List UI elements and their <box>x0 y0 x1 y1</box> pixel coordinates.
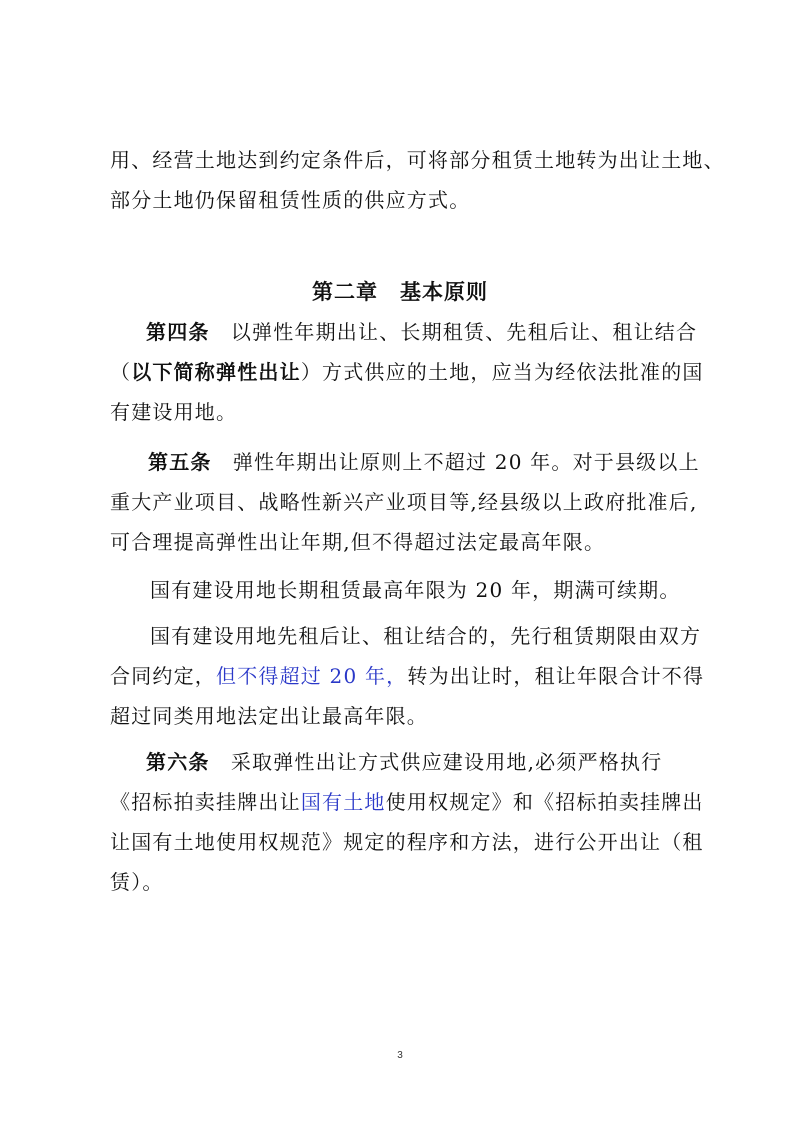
article-6-label: 第六条 <box>146 750 210 774</box>
chapter-title: 第二章 基本原则 <box>312 280 488 304</box>
transfer-line-3: 超过同类用地法定出让最高年限。 <box>110 704 428 728</box>
article-4-line-3: 有建设用地。 <box>110 400 238 424</box>
article-4-line-2-text: ）方式供应的土地，应当为经依法批准的国 <box>300 360 704 384</box>
article-4-text: 以弹性年期出让、长期租赁、先租后让、租让结合 <box>230 320 698 344</box>
article-4-line-1 <box>110 312 702 352</box>
intro-line-1: 用、经营土地达到约定条件后，可将部分租赁土地转为出让土地、 <box>110 148 725 172</box>
transfer-line-2-b: 转为出让时，租让年限合计不得 <box>407 664 705 688</box>
article-6 <box>110 742 702 902</box>
article-5-line-1 <box>110 442 702 482</box>
intro-line-2: 部分土地仍保留租赁性质的供应方式。 <box>110 188 471 212</box>
article-6-line-2 <box>110 782 702 822</box>
lease-line: 国有建设用地长期租赁最高年限为 20 年，期满可续期。 <box>150 578 681 602</box>
transfer-highlight: 但不得超过 20 年， <box>216 664 408 688</box>
article-4-open-paren: （ <box>110 360 132 384</box>
article-6-highlight: 国有土地 <box>300 790 386 814</box>
transfer-line-2 <box>110 656 705 696</box>
article-6-line-2-b: 使用权规定》和《招标拍卖挂牌出 <box>385 790 704 814</box>
page-number: 3 <box>397 1050 403 1061</box>
article-5-label: 第五条 <box>148 450 212 474</box>
article-6-text: 采取弹性出让方式供应建设用地,必须严格执行 <box>230 750 663 774</box>
article-5-line-3: 可合理提高弹性出让年期,但不得超过法定最高年限。 <box>110 530 606 554</box>
lease-paragraph <box>110 570 702 610</box>
article-4-abbrev: 以下简称弹性出让 <box>131 360 301 384</box>
article-4 <box>110 312 702 432</box>
article-5-line-2: 重大产业项目、战略性新兴产业项目等,经县级以上政府批准后, <box>110 490 698 514</box>
article-6-line-3: 让国有土地使用权规范》规定的程序和方法，进行公开出让（租 <box>110 830 704 854</box>
article-6-line-1 <box>110 742 702 782</box>
intro-paragraph <box>110 140 725 220</box>
article-5-text: 弹性年期出让原则上不超过 20 年。对于县级以上 <box>232 450 700 474</box>
article-5 <box>110 442 702 562</box>
transfer-line-1: 国有建设用地先租后让、租让结合的，先行租赁期限由双方 <box>150 624 702 648</box>
transfer-line-2-a: 合同约定， <box>110 664 216 688</box>
article-4-label: 第四条 <box>146 320 210 344</box>
article-6-line-2-a: 《招标拍卖挂牌出让 <box>110 790 301 814</box>
transfer-paragraph <box>110 616 705 736</box>
article-4-line-2 <box>110 352 702 392</box>
article-6-line-4: 赁）。 <box>110 870 164 894</box>
